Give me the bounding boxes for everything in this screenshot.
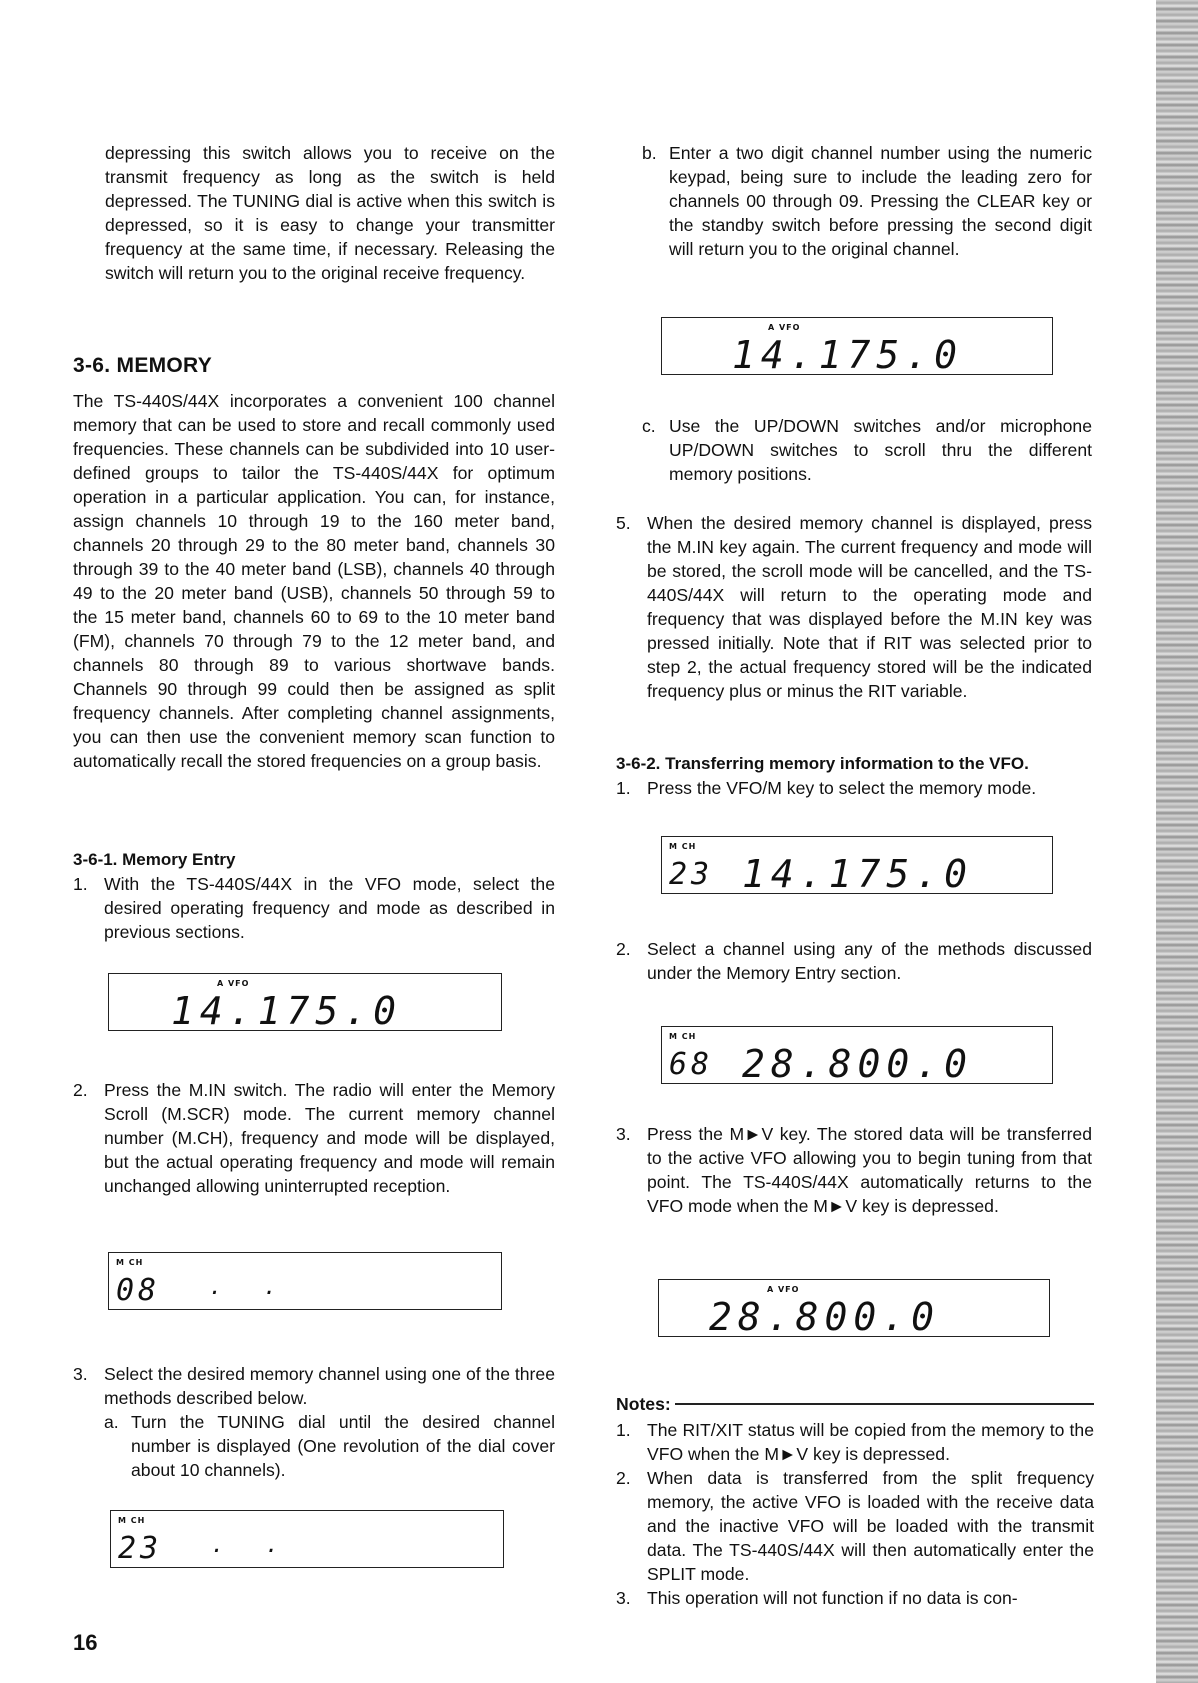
step-3b: b. Enter a two digit channel number using the numeric keypad, being sure to include the leading zero for channels 00 through 09. Pressing the CLEAR key or the standby switch before pressing the second digit will return you to the original channel. <box>642 143 1092 259</box>
lcd-display-vfo-28: A VFO 28.800.0 <box>658 1279 1050 1337</box>
transfer-step-3: 3. Press the M►V key. The stored data will be transferred to the active VFO allowing you to begin tuning from that point. The TS-440S/44X automatically returns to the VFO mode when the M►V key is depressed. <box>616 1124 1092 1216</box>
transfer-step-2: 2. Select a channel using any of the methods discussed under the Memory Entry section. <box>616 939 1092 983</box>
lcd-display-mch-08: M CH 08 . . <box>108 1252 502 1310</box>
intro-paragraph: depressing this switch allows you to receive on the transmit frequency as long as the switch is held depressed. The TUNING dial is active when this switch is depressed, so it is easy to change your transmitter frequency at the same time, if necessary. Releasing the switch will return you to the original receive frequency. <box>105 143 555 283</box>
step-2: 2. Press the M.IN switch. The radio will enter the Memory Scroll (M.SCR) mode. The current memory channel number (M.CH), frequency and mode will be displayed, but the actual operating frequency and mode will remain unchanged allowing uninterrupted reception. <box>73 1080 555 1196</box>
step-3c: c. Use the UP/DOWN switches and/or microphone UP/DOWN switches to scroll thru the different memory positions. <box>642 416 1092 484</box>
lcd-display-mch-23-freq: M CH 23 14.175.0 <box>661 836 1053 894</box>
lcd-display-vfo-2: A VFO 14.175.0 <box>661 317 1053 375</box>
step-3: 3. Select the desired memory channel using one of the three methods described below. a. Turn the TUNING dial until the desired channel number is displayed (One revolution of the dial cover about 10 channels). <box>73 1364 555 1480</box>
lcd-display-mch-23: M CH 23 . . <box>110 1510 504 1568</box>
section-heading: 3-6. MEMORY <box>73 354 213 377</box>
lcd-display-mch-68: M CH 68 28.800.0 <box>661 1026 1053 1084</box>
notes-section <box>616 1392 1094 1610</box>
page-number: 16 <box>73 1630 98 1655</box>
memory-entry-subheading: 3-6-1. Memory Entry <box>73 850 236 869</box>
note-2: 2. When data is transferred from the split frequency memory, the active VFO is loaded with the receive data and the inactive VFO will be loaded with the transmit data. The TS-440S/44X will then automatically enter the SPLIT mode. <box>616 1468 1094 1584</box>
note-3: 3. This operation will not function if no data is con- <box>616 1588 1018 1608</box>
lcd-display-vfo-1: A VFO 14.175.0 <box>108 973 502 1031</box>
transfer-step-1: 1. Press the VFO/M key to select the memory mode. <box>616 778 1037 798</box>
notes-rule <box>675 1403 1094 1405</box>
memory-paragraph: The TS-440S/44X incorporates a convenient 100 channel memory that can be used to store and recall commonly used frequencies. These channels can be subdivided into 10 user-defined groups to tailor the TS-440S/44X for optimum operation in a particular application. You can, for instance, assign channels 10 through 19 to the 160 meter band, channels 20 through 29 to the 80 meter band, channels 30 through 39 to the 40 meter band (LSB), channels 40 through 49 to the 20 meter band (USB), channels 50 through 59 to the 15 meter band, channels 60 to 69 to the 10 meter band (FM), channels 70 through 79 to the 12 meter band, and channels 80 through 89 to various shortwave bands. Channels 90 through 99 could then be assigned as split frequency channels. After completing channel assignments, you can then use the convenient memory scan function to automatically recall the stored frequencies on a group basis. <box>73 391 555 771</box>
scanned-page-edge <box>1156 0 1198 1683</box>
step-5: 5. When the desired memory channel is displayed, press the M.IN key again. The current frequency and mode will be stored, the scroll mode will be cancelled, and the TS-440S/44X will return to the operating mode and frequency that was displayed before the M.IN key was pressed initially. Note that if RIT was selected prior to step 2, the actual frequency stored will be the indicated frequency plus or minus the RIT variable. <box>616 513 1092 701</box>
step-1: 1. With the TS-440S/44X in the VFO mode, select the desired operating frequency and mode as described in previous sections. <box>73 874 555 942</box>
transfer-subheading: 3-6-2. Transferring memory information to the VFO. <box>616 754 1029 773</box>
notes-heading: Notes: <box>616 1392 1094 1416</box>
note-1: 1. The RIT/XIT status will be copied from the memory to the VFO when the M►V key is depressed. <box>616 1420 1094 1464</box>
